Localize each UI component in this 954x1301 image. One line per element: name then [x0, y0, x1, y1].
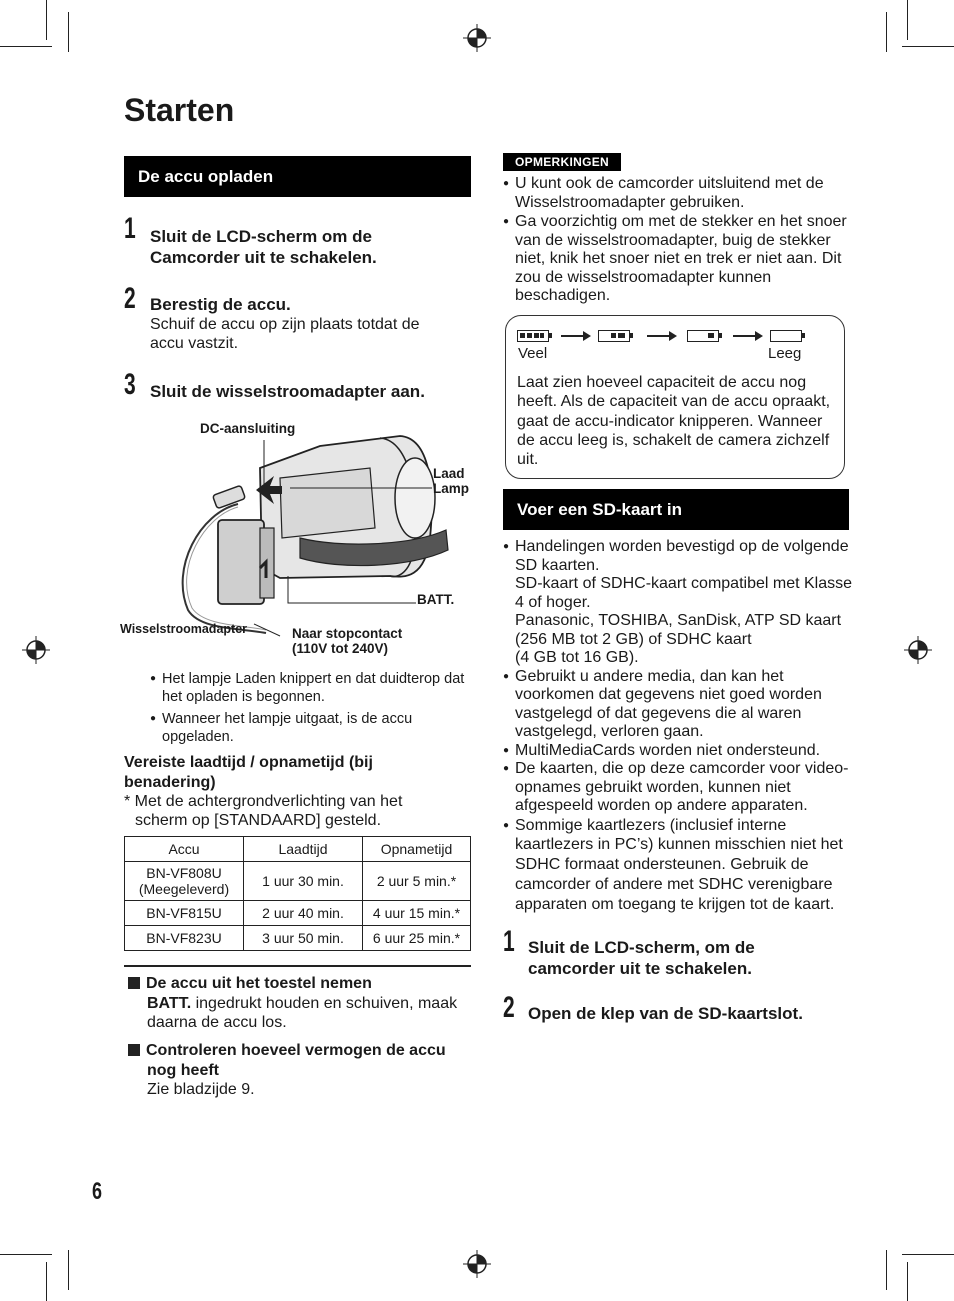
notes-badge: OPMERKINGEN: [503, 153, 621, 171]
table-cell-laadtijd: 1 uur 30 min.: [244, 862, 363, 901]
label-laad: Laad: [433, 466, 465, 481]
battery-empty-icon: [770, 330, 802, 342]
label-batt: BATT.: [417, 592, 455, 607]
sd-bullet-4: ● De kaarten, die op deze camcorder voor video-opnames gebruikt worden, kunnen niet afgespeeld worden op andere apparaten.: [503, 760, 853, 816]
arrow-right-icon: [647, 330, 677, 342]
charge-time-title: Vereiste laadtijd / opnametijd (bij benadering): [124, 754, 373, 791]
section-divider: [124, 965, 471, 967]
charge-bullets: [150, 670, 475, 746]
table-cell-accu-note: (Meegeleverd): [138, 881, 230, 897]
label-outlet-2: (110V tot 240V): [292, 641, 389, 656]
table-cell-accu: BN-VF823U: [125, 926, 244, 951]
label-dc-connector: DC-aansluiting: [200, 421, 296, 436]
step-title-3: Sluit de wisselstroomadapter aan.: [150, 382, 425, 401]
label-adapter: Wisselstroomadapter: [120, 622, 248, 636]
check-battery-block: [128, 1041, 473, 1100]
section-header-charge: [124, 156, 471, 197]
step-body-2: Schuif de accu op zijn plaats totdat de accu vastzit.: [150, 316, 420, 352]
battery-one-third-icon: [687, 330, 719, 342]
sd-step-title-2: Open de klep van de SD-kaartslot.: [528, 1004, 803, 1023]
remove-battery-text: ingedrukt houden en schuiven, maak daarna de accu los.: [147, 994, 458, 1031]
table-header-laadtijd: Laadtijd: [244, 837, 363, 862]
battery-box-text: Laat zien hoeveel capaciteit de accu nog heeft. Als de capaciteit van de accu opraakt, gaat de accu-indicator knipperen. Wanneer de accu leeg is, schakelt de camera zichzelf uit.: [517, 374, 831, 469]
section-header-sd: [503, 489, 849, 530]
page-title: Starten: [124, 92, 235, 128]
check-battery-title: Controleren hoeveel vermogen de accu nog heeft: [146, 1042, 446, 1079]
note-item-2: ● Ga voorzichtig om met de stekker en het snoer van de wisselstroomadapter, buig de stekker niet, knik het snoer niet en trek er niet aan. Dit zou de wisselstroomadapter kunnen beschadigen.: [503, 213, 848, 306]
square-bullet-icon: [128, 1044, 140, 1056]
table-cell-accu: BN-VF815U: [125, 901, 244, 926]
sd-bullet-5: ● Sommige kaartlezers (inclusief interne kaartlezers in PC’s) kunnen misschien niet het SDHC formaat ondersteunen. Gebruik de camcorder of andere met SDHC verenigbare apparaten om toegang te krijgen tot de kaart.: [503, 816, 853, 915]
step-title-2: Berestig de accu.: [150, 295, 291, 314]
charge-bullet-1: ● Het lampje Laden knippert en dat duidterop dat het opladen is begonnen.: [150, 670, 475, 706]
sd-step-number-1: 1: [503, 925, 515, 958]
sd-bullet-3: ● MultiMediaCards worden niet ondersteund.: [503, 742, 853, 761]
table-cell-opnametijd: 4 uur 15 min.*: [363, 901, 471, 926]
sd-step-title-1: Sluit de LCD-scherm, om de camcorder uit te schakelen.: [528, 938, 755, 978]
square-bullet-icon: [128, 977, 140, 989]
note-item-1: ● U kunt ook de camcorder uitsluitend met de Wisselstroomadapter gebruiken.: [503, 175, 848, 212]
section-header-sd-text: Voer een SD-kaart in: [517, 499, 683, 519]
battery-label-veel: Veel: [518, 345, 548, 362]
registration-mark-bottom: [463, 1250, 491, 1278]
table-cell-opnametijd: 6 uur 25 min.*: [363, 926, 471, 951]
registration-mark-left: [22, 636, 50, 664]
step-number-1: 1: [124, 212, 136, 245]
step-number-2: 2: [124, 282, 136, 315]
page-number: 6: [92, 1178, 103, 1205]
table-header-opnametijd: Opnametijd: [363, 837, 471, 862]
table-header-accu: Accu: [125, 837, 244, 862]
table-row: [125, 901, 471, 926]
step-number-3: 3: [124, 368, 136, 401]
remove-battery-key: BATT.: [147, 994, 192, 1012]
table-cell-accu: BN-VF808U: [146, 865, 222, 881]
remove-battery-title: De accu uit het toestel nemen: [146, 975, 372, 992]
sd-step-number-2: 2: [503, 991, 515, 1024]
charge-time-table: [124, 836, 471, 951]
table-cell-laadtijd: 3 uur 50 min.: [244, 926, 363, 951]
camcorder-charging-illustration: [170, 428, 470, 648]
registration-mark-right: [904, 636, 932, 664]
table-row: [125, 862, 471, 901]
label-outlet-1: Naar stopcontact: [292, 626, 403, 641]
remove-battery-block: [128, 974, 468, 1033]
section-header-charge-text: De accu opladen: [138, 166, 274, 186]
label-lamp: Lamp: [433, 481, 470, 496]
table-row: [125, 926, 471, 951]
sd-bullet-2: ● Gebruikt u andere media, dan kan het voorkomen dat gegevens niet goed worden vastgelegd of dat gegevens die al waren vastgelegd, verloren gaan.: [503, 668, 853, 742]
arrow-right-icon: [733, 330, 763, 342]
battery-full-icon: [517, 330, 549, 342]
step-title-1: Sluit de LCD-scherm om de Camcorder uit te schakelen.: [150, 227, 377, 267]
registration-mark-top: [463, 24, 491, 52]
arrow-right-icon: [561, 330, 591, 342]
charge-bullet-2: ● Wanneer het lampje uitgaat, is de accu opgeladen.: [150, 710, 475, 746]
sd-bullet-1: ● Handelingen worden bevestigd op de volgende SD kaarten. SD-kaart of SDHC-kaart compatibel met Klasse 4 of hoger. Panasonic, TOSHIBA, SanDisk, ATP SD kaart (256 MB tot 2 GB) of SDHC kaart (4 GB tot 16 GB).: [503, 538, 853, 668]
battery-two-thirds-icon: [598, 330, 630, 342]
table-cell-laadtijd: 2 uur 40 min.: [244, 901, 363, 926]
notes-list: [503, 175, 848, 306]
table-cell-opnametijd: 2 uur 5 min.*: [363, 862, 471, 901]
check-battery-text: Zie bladzijde 9.: [147, 1081, 255, 1098]
charge-time-note: * Met de achtergrondverlichting van het scherm op [STANDAARD] gesteld.: [124, 793, 403, 829]
battery-label-leeg: Leeg: [768, 345, 802, 362]
sd-bullets: [503, 538, 853, 914]
